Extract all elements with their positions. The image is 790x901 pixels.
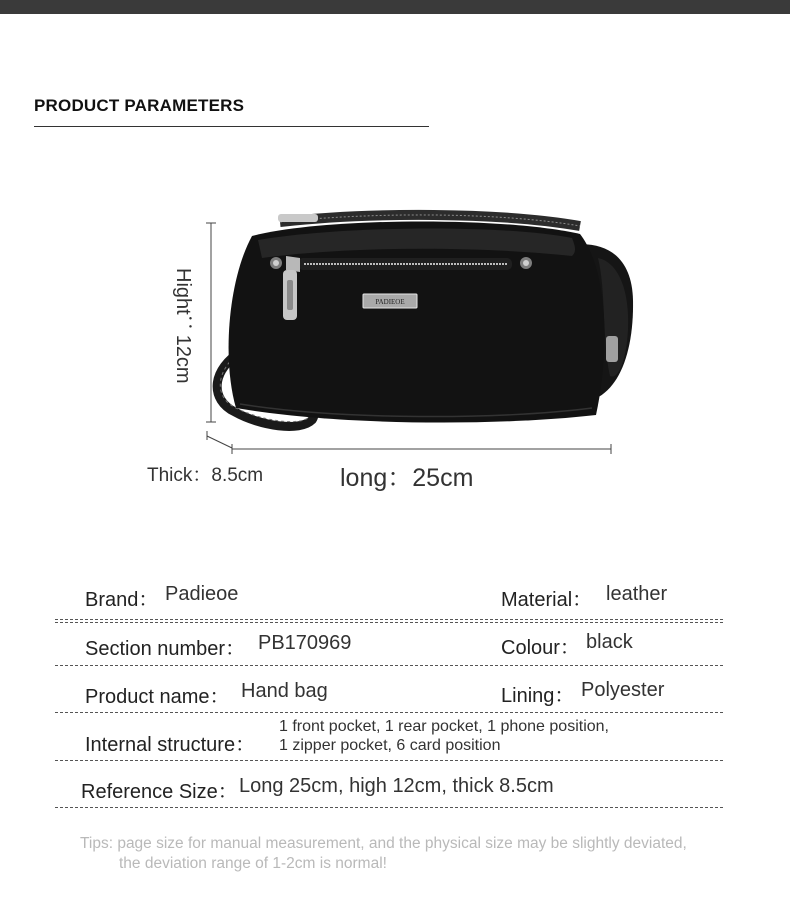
brand-label: Brand： — [85, 589, 159, 611]
lining-value: Polyester — [581, 679, 665, 701]
section-title: PRODUCT PARAMETERS — [34, 96, 245, 115]
top-bar — [0, 0, 790, 14]
product-name-value: Hand bag — [241, 680, 328, 702]
row-divider — [55, 760, 723, 761]
lining-label: Lining： — [501, 685, 575, 707]
reference-size-value: Long 25cm, high 12cm, thick 8.5cm — [239, 775, 554, 797]
height-dimension-label: Hight：12cm — [172, 268, 194, 384]
thick-dimension-label: Thick：8.5cm — [147, 465, 264, 486]
reference-size-label: Reference Size： — [81, 781, 238, 803]
tips-note — [80, 834, 740, 874]
section-number-value: PB170969 — [258, 632, 352, 654]
section-number-label: Section number： — [85, 638, 246, 660]
brand-badge-text: PADIEOE — [375, 298, 405, 306]
colour-value: black — [586, 631, 633, 653]
row-divider — [55, 622, 723, 623]
material-label: Material： — [501, 589, 593, 611]
long-dimension-label: long：25cm — [340, 464, 474, 492]
internal-structure-value-line2: 1 zipper pocket, 6 card position — [279, 737, 501, 754]
thick-dimension-line — [207, 431, 232, 448]
internal-structure-label: Internal structure： — [85, 734, 256, 756]
long-dimension-line — [232, 444, 611, 454]
brand-value: Padieoe — [165, 583, 239, 605]
row-divider — [55, 712, 723, 713]
internal-structure-value-line1: 1 front pocket, 1 rear pocket, 1 phone position, — [279, 718, 609, 735]
row-divider — [55, 665, 723, 666]
hand-bag-image — [217, 214, 633, 426]
tips-line-1: Tips: page size for manual measurement, and the physical size may be slightly deviated, — [80, 835, 687, 852]
colour-label: Colour： — [501, 637, 580, 659]
tips-line-2: the deviation range of 1-2cm is normal! — [119, 855, 387, 872]
title-underline — [34, 126, 429, 127]
row-divider — [55, 619, 723, 620]
material-value: leather — [606, 583, 668, 605]
row-divider — [55, 807, 723, 808]
product-name-label: Product name： — [85, 686, 230, 708]
